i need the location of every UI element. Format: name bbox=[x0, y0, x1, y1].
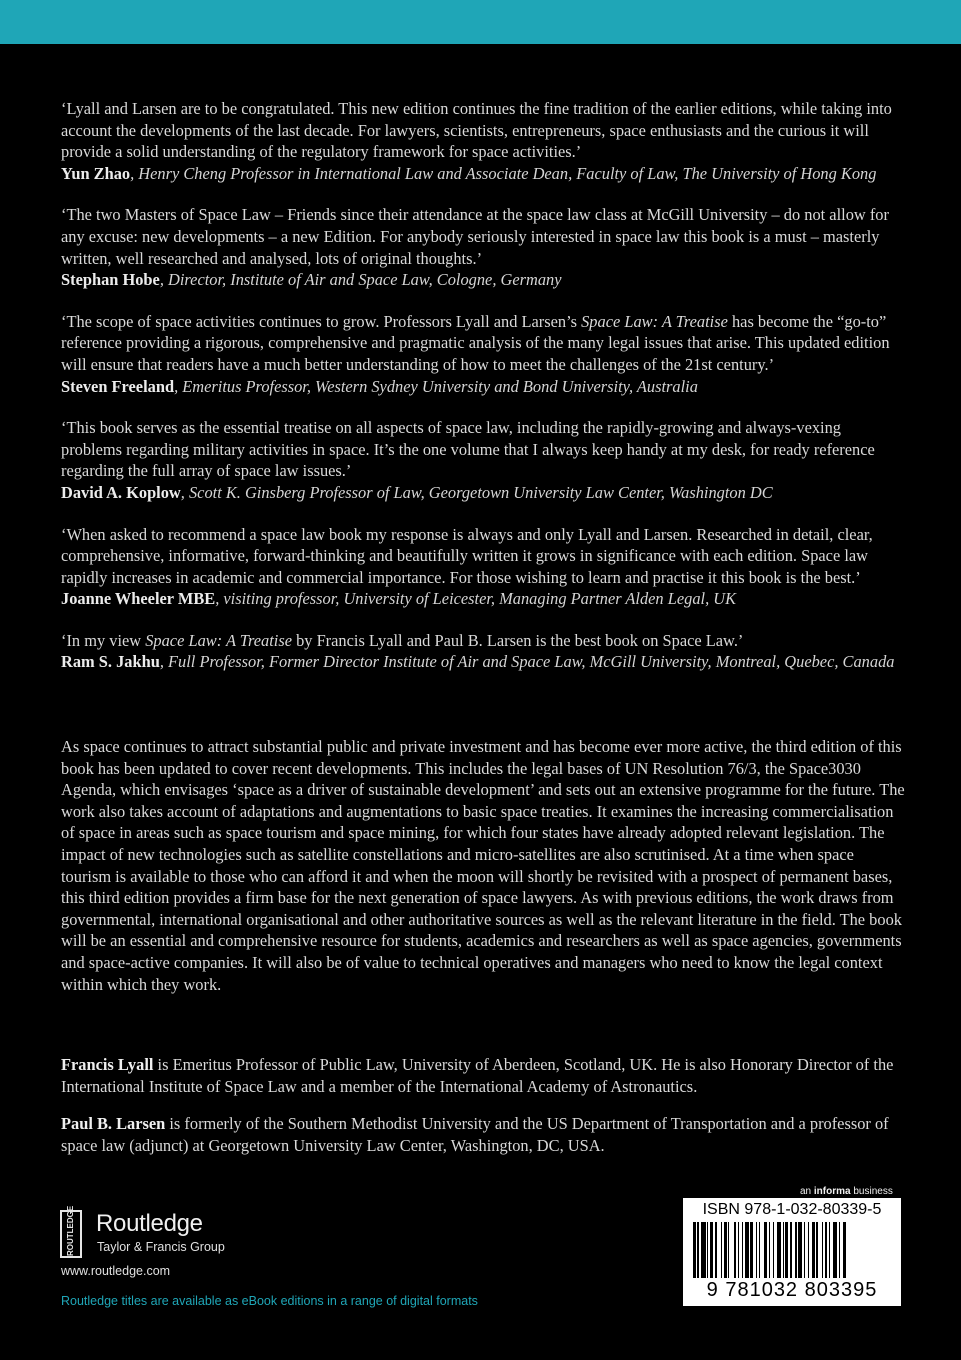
barcode-bar bbox=[829, 1222, 830, 1278]
isbn-barcode bbox=[683, 1198, 901, 1306]
barcode-bar bbox=[734, 1222, 737, 1278]
book-description: As space continues to attract substantial public and private investment and has become ever more active, the third edition of this book has been updated to cover recent developments. This includes the legal bases of UN Resolution 76/3, the Space3030 Agenda, which envisages ‘space as a driver of sustainable development’ and sets out an extensive programme for the future. The work also takes account of adaptations and augmentations to basic space treaties. It examines the increasing commercialisation of space in areas such as space tourism and space mining, for which four states have already adopted relevant legislation. The impact of new technologies such as satellite constellations and micro-satellites are also scrutinised. At a time when space tourism is available to those who can afford it and when the moon will shortly be revisited with a prospect of permanent bases, this third edition provides a firm base for the next generation of space lawyers. As with previous editions, the work draws from governmental, international organisational and other authoritative sources as well as the relevant literature in the field. The book will be an essential and comprehensive resource for students, academics and researchers as well as space agencies, governments and space-active companies. It will also be of value to technical operatives and managers who need to know the legal context within which they work. bbox=[61, 737, 905, 994]
barcode-bar bbox=[738, 1222, 739, 1278]
endorser-role: , Director, Institute of Air and Space Law, Cologne, Germany bbox=[159, 270, 562, 290]
endorsement-attribution bbox=[61, 588, 906, 610]
barcode-bar bbox=[724, 1222, 727, 1278]
publisher-group: Taylor & Francis Group bbox=[97, 1240, 225, 1254]
barcode-bar bbox=[833, 1222, 837, 1278]
endorsement-text: ‘Lyall and Larsen are to be congratulated. This new edition continues the fine tradition of the earlier editions, while taking into account the developments of the last decade. For lawyers, scientists, entrepreneurs, space enthusiasts and the curious it will provide a solid understanding of the regulatory framework for space activities.’ bbox=[61, 99, 892, 162]
isbn-label: ISBN 978-1-032-80339-5 bbox=[702, 1201, 882, 1218]
barcode-bar bbox=[745, 1222, 749, 1278]
endorsement-attribution bbox=[61, 269, 906, 291]
endorsement bbox=[61, 311, 906, 397]
endorsement-text: ‘The two Masters of Space Law – Friends since their attendance at the space law class at McGill University – do not allow for any excuse: new developments – a new Edition. For anybody seriously interested in space law this book is a must – masterly written, well researched and analysed, lots of original thoughts.’ bbox=[61, 205, 889, 268]
author-bios bbox=[61, 1054, 906, 1172]
author-bio: Francis Lyall is Emeritus Professor of Public Law, University of Aberdeen, Scotland, UK. He is also Honorary Director of the International Institute of Space Law and a member of the International Academy of Astronautics. bbox=[61, 1055, 894, 1096]
endorsement-attribution bbox=[61, 376, 906, 398]
endorser-name: Steven Freeland bbox=[61, 376, 175, 396]
endorsement bbox=[61, 204, 906, 290]
barcode-bar bbox=[707, 1222, 708, 1278]
barcode-bar bbox=[825, 1222, 828, 1278]
barcode-bars bbox=[693, 1222, 891, 1278]
informa-tagline: an informa business bbox=[800, 1186, 893, 1197]
routledge-mark-icon: ROUTLEDGE bbox=[60, 1210, 82, 1258]
barcode-bar bbox=[795, 1222, 796, 1278]
publisher-name: Routledge bbox=[96, 1210, 203, 1237]
endorser-role: , Henry Cheng Professor in International Law and Associate Dean, Faculty of Law, The University of Hong Kong bbox=[130, 163, 877, 183]
barcode-bar bbox=[843, 1222, 846, 1278]
endorser-name: Stephan Hobe bbox=[61, 270, 160, 290]
barcode-bar bbox=[822, 1222, 823, 1278]
barcode-bar bbox=[783, 1222, 784, 1278]
endorsement bbox=[61, 630, 906, 673]
endorsement bbox=[61, 524, 906, 610]
barcode-bar bbox=[816, 1222, 817, 1278]
barcode-bar bbox=[804, 1222, 805, 1278]
publisher-website[interactable]: www.routledge.com bbox=[61, 1264, 171, 1278]
barcode-bar bbox=[764, 1222, 767, 1278]
barcode-digits: 9 781032 803395 bbox=[706, 1279, 878, 1301]
endorsement-text: ‘When asked to recommend a space law book my response is always and only Lyall and Larsen. Researched in detail, clear, comprehensive, informative, forward-thinking and beautifully written it grows in significance with each edition. Space law rapidly increases in academic and commercial importance. For those wishing to learn and practise it this book is the best.’ bbox=[61, 524, 873, 587]
endorser-name: Yun Zhao bbox=[61, 163, 131, 183]
barcode-bar bbox=[759, 1222, 760, 1278]
barcode-bar bbox=[710, 1222, 713, 1278]
endorser-name: David A. Koplow bbox=[61, 482, 181, 502]
endorsement-text: ‘This book serves as the essential treatise on all aspects of space law, including the rapidly-growing and always-vexing problems regarding military activities in space. It’s the one volume that I always keep handy at my desk, for ready reference regarding the full array of space law issues.’ bbox=[61, 418, 875, 481]
barcode-bar bbox=[812, 1222, 815, 1278]
barcode-bar bbox=[715, 1222, 716, 1278]
endorser-name: Joanne Wheeler MBE bbox=[61, 589, 216, 609]
barcode-bar bbox=[798, 1222, 802, 1278]
endorsement-attribution bbox=[61, 163, 906, 185]
endorsement-text: ‘The scope of space activities continues to grow. Professors Lyall and Larsen’s Space Law: A Treatise has become the “go-to” reference providing a rigorous, comprehensive and pragmatic analysis of the many legal issues that arise. This updated edition will ensure that readers have a much better understanding of how to meet the challenges of the 21st century.’ bbox=[61, 311, 890, 374]
barcode-bar bbox=[808, 1222, 809, 1278]
author-name: Francis Lyall bbox=[61, 1055, 154, 1074]
barcode-bar bbox=[728, 1222, 729, 1278]
barcode-bar bbox=[701, 1222, 705, 1278]
barcode-bar bbox=[742, 1222, 743, 1278]
ebook-note: Routledge titles are available as eBook editions in a range of digital formats bbox=[61, 1294, 478, 1308]
author-bio: Paul B. Larsen is formerly of the Southern Methodist University and the US Department of Transportation and a professor of space law (adjunct) at Georgetown University Law Center, Washington, DC, USA. bbox=[61, 1114, 889, 1155]
barcode-bar bbox=[785, 1222, 788, 1278]
endorsements bbox=[61, 98, 906, 693]
barcode-bar bbox=[777, 1222, 781, 1278]
author-name: Paul B. Larsen bbox=[61, 1114, 166, 1134]
barcode-bar bbox=[721, 1222, 722, 1278]
endorser-role: , Scott K. Ginsberg Professor of Law, Georgetown University Law Center, Washington DC bbox=[180, 482, 773, 502]
endorsement-attribution bbox=[61, 651, 906, 673]
barcode-bar bbox=[790, 1222, 793, 1278]
barcode-bar bbox=[756, 1222, 757, 1278]
endorser-role: , Emeritus Professor, Western Sydney University and Bond University, Australia bbox=[174, 376, 698, 396]
barcode-bar bbox=[769, 1222, 770, 1278]
barcode-bar bbox=[693, 1222, 696, 1278]
endorsement-text: ‘In my view Space Law: A Treatise by Francis Lyall and Paul B. Larsen is the best book on Space Law.’ bbox=[61, 630, 744, 650]
endorsement-attribution bbox=[61, 482, 906, 504]
endorser-role: , visiting professor, University of Leicester, Managing Partner Alden Legal, UK bbox=[215, 589, 737, 609]
barcode-bar bbox=[750, 1222, 753, 1278]
endorser-role: , Full Professor, Former Director Institute of Air and Space Law, McGill University, Montreal, Quebec, Canada bbox=[159, 652, 895, 672]
endorsement bbox=[61, 98, 906, 184]
barcode-bar bbox=[839, 1222, 840, 1278]
barcode-bar bbox=[697, 1222, 698, 1278]
top-accent-bar bbox=[0, 0, 961, 44]
endorser-name: Ram S. Jakhu bbox=[61, 652, 160, 672]
barcode-bar bbox=[773, 1222, 774, 1278]
endorsement bbox=[61, 417, 906, 503]
publisher-logo bbox=[60, 1205, 260, 1260]
